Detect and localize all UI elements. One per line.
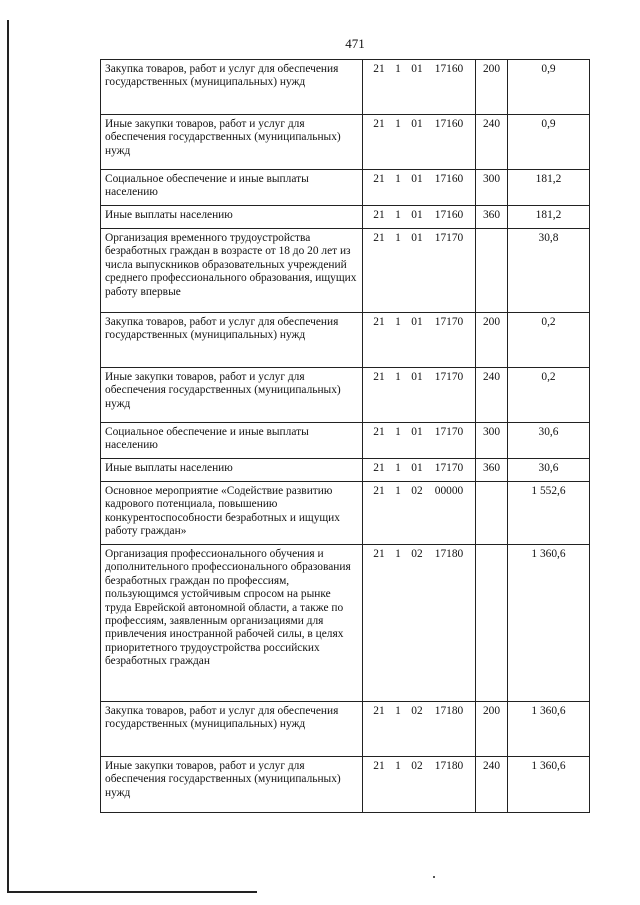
- event-code: 01: [411, 118, 423, 130]
- subprogram-code: 1: [395, 209, 401, 221]
- table-row: [101, 368, 590, 423]
- expense-type-code: [476, 482, 508, 545]
- program-code: 21: [373, 426, 385, 438]
- direction-code: 17180: [434, 548, 464, 560]
- program-code: 21: [373, 63, 385, 75]
- row-name: Организация профессионального обучения и дополнительного профессионального образования безработных граждан по профессиям, пользующимся устойчивым спросом на рынке труда Еврейской автономной области, а также по профессиям, заявленным организациями для привлечения иностранной рабочей силы, в целях приоритетного трудоустройства российских безработных граждан: [101, 545, 363, 702]
- direction-code: 17170: [434, 316, 464, 328]
- row-name: Иные закупки товаров, работ и услуг для обеспечения государственных (муниципальных) нужд: [101, 115, 363, 170]
- row-name: Закупка товаров, работ и услуг для обеспечения государственных (муниципальных) нужд: [101, 313, 363, 368]
- program-code: 21: [373, 462, 385, 474]
- row-codes: [363, 368, 476, 423]
- program-code: 21: [373, 760, 385, 772]
- event-code: 01: [411, 232, 423, 244]
- subprogram-code: 1: [395, 173, 401, 185]
- direction-code: 17160: [434, 173, 464, 185]
- program-code: 21: [373, 316, 385, 328]
- row-name: Иные выплаты населению: [101, 206, 363, 229]
- table-row: [101, 170, 590, 206]
- row-amount: 30,6: [508, 423, 590, 459]
- direction-code: 17160: [434, 118, 464, 130]
- table-row: [101, 115, 590, 170]
- direction-code: 17160: [434, 63, 464, 75]
- event-code: 01: [411, 426, 423, 438]
- row-name: Закупка товаров, работ и услуг для обеспечения государственных (муниципальных) нужд: [101, 60, 363, 115]
- page-number: 471: [345, 36, 365, 51]
- row-amount: 0,9: [508, 115, 590, 170]
- row-name: Иные закупки товаров, работ и услуг для обеспечения государственных (муниципальных) нужд: [101, 757, 363, 813]
- table-row: [101, 459, 590, 482]
- table-row: [101, 313, 590, 368]
- program-code: 21: [373, 232, 385, 244]
- subprogram-code: 1: [395, 462, 401, 474]
- row-codes: [363, 115, 476, 170]
- table-row: [101, 229, 590, 313]
- row-codes: [363, 545, 476, 702]
- direction-code: 17170: [434, 371, 464, 383]
- row-amount: 1 360,6: [508, 545, 590, 702]
- subprogram-code: 1: [395, 760, 401, 772]
- subprogram-code: 1: [395, 485, 401, 497]
- table-row: [101, 482, 590, 545]
- row-name: Организация временного трудоустройства безработных граждан в возрасте от 18 до 20 лет из числа выпускников образовательных учреждений среднего профессионального образования, ищущих работу впервые: [101, 229, 363, 313]
- row-amount: 0,9: [508, 60, 590, 115]
- subprogram-code: 1: [395, 371, 401, 383]
- row-name: Основное мероприятие «Содействие развитию кадрового потенциала, повышению конкурентоспособности безработных и ищущих работу граждан»: [101, 482, 363, 545]
- program-code: 21: [373, 371, 385, 383]
- direction-code: 17180: [434, 760, 464, 772]
- row-amount: 30,6: [508, 459, 590, 482]
- program-code: 21: [373, 548, 385, 560]
- program-code: 21: [373, 705, 385, 717]
- program-code: 21: [373, 209, 385, 221]
- scan-speck: [433, 876, 435, 878]
- subprogram-code: 1: [395, 426, 401, 438]
- event-code: 01: [411, 63, 423, 75]
- program-code: 21: [373, 118, 385, 130]
- expense-type-code: 240: [476, 115, 508, 170]
- direction-code: 17160: [434, 209, 464, 221]
- row-amount: 181,2: [508, 170, 590, 206]
- event-code: 02: [411, 485, 423, 497]
- left-margin-rule: [7, 20, 9, 893]
- expense-type-code: 240: [476, 368, 508, 423]
- event-code: 01: [411, 316, 423, 328]
- subprogram-code: 1: [395, 316, 401, 328]
- expense-type-code: 360: [476, 206, 508, 229]
- expense-type-code: [476, 545, 508, 702]
- row-name: Иные выплаты населению: [101, 459, 363, 482]
- program-code: 21: [373, 485, 385, 497]
- program-code: 21: [373, 173, 385, 185]
- row-name: Социальное обеспечение и иные выплаты населению: [101, 423, 363, 459]
- event-code: 02: [411, 760, 423, 772]
- budget-table: [100, 59, 590, 813]
- row-amount: 1 360,6: [508, 702, 590, 757]
- row-codes: [363, 423, 476, 459]
- row-amount: 0,2: [508, 313, 590, 368]
- row-codes: [363, 702, 476, 757]
- subprogram-code: 1: [395, 548, 401, 560]
- expense-type-code: 200: [476, 60, 508, 115]
- expense-type-code: 300: [476, 170, 508, 206]
- subprogram-code: 1: [395, 705, 401, 717]
- row-name: Иные закупки товаров, работ и услуг для обеспечения государственных (муниципальных) нужд: [101, 368, 363, 423]
- direction-code: 17170: [434, 232, 464, 244]
- event-code: 01: [411, 462, 423, 474]
- event-code: 02: [411, 548, 423, 560]
- row-codes: [363, 757, 476, 813]
- table-row: [101, 757, 590, 813]
- event-code: 01: [411, 371, 423, 383]
- row-codes: [363, 313, 476, 368]
- table-row: [101, 545, 590, 702]
- event-code: 01: [411, 173, 423, 185]
- expense-type-code: [476, 229, 508, 313]
- direction-code: 17180: [434, 705, 464, 717]
- row-amount: 30,8: [508, 229, 590, 313]
- expense-type-code: 200: [476, 702, 508, 757]
- expense-type-code: 360: [476, 459, 508, 482]
- row-codes: [363, 229, 476, 313]
- subprogram-code: 1: [395, 63, 401, 75]
- table-row: [101, 60, 590, 115]
- subprogram-code: 1: [395, 232, 401, 244]
- budget-table-body: [101, 60, 590, 813]
- row-codes: [363, 60, 476, 115]
- row-codes: [363, 459, 476, 482]
- expense-type-code: 200: [476, 313, 508, 368]
- expense-type-code: 300: [476, 423, 508, 459]
- row-name: Закупка товаров, работ и услуг для обеспечения государственных (муниципальных) нужд: [101, 702, 363, 757]
- row-amount: 181,2: [508, 206, 590, 229]
- row-codes: [363, 482, 476, 545]
- direction-code: 00000: [434, 485, 464, 497]
- table-row: [101, 702, 590, 757]
- row-amount: 0,2: [508, 368, 590, 423]
- table-row: [101, 423, 590, 459]
- direction-code: 17170: [434, 426, 464, 438]
- event-code: 02: [411, 705, 423, 717]
- row-codes: [363, 206, 476, 229]
- row-name: Социальное обеспечение и иные выплаты населению: [101, 170, 363, 206]
- direction-code: 17170: [434, 462, 464, 474]
- event-code: 01: [411, 209, 423, 221]
- table-row: [101, 206, 590, 229]
- expense-type-code: 240: [476, 757, 508, 813]
- subprogram-code: 1: [395, 118, 401, 130]
- bottom-margin-rule: [7, 891, 257, 893]
- row-amount: 1 360,6: [508, 757, 590, 813]
- row-codes: [363, 170, 476, 206]
- row-amount: 1 552,6: [508, 482, 590, 545]
